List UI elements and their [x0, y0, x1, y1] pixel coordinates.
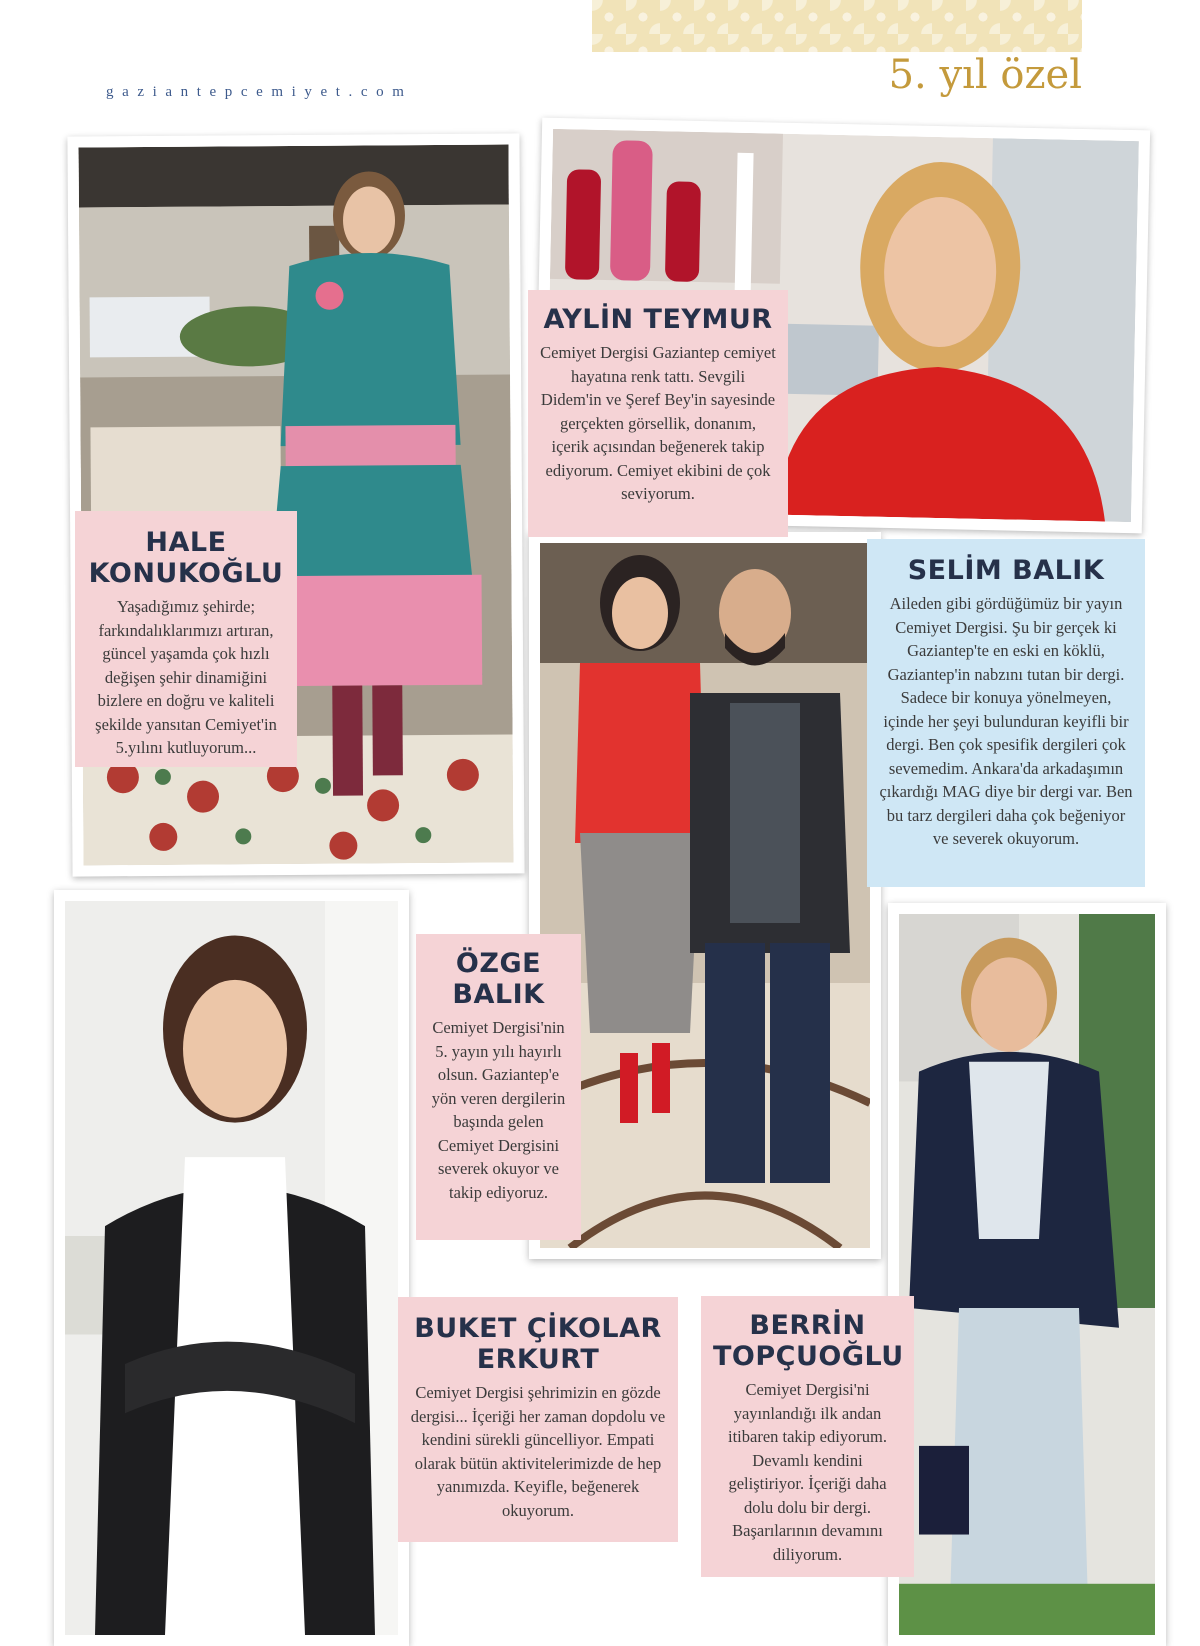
profile-quote: Cemiyet Dergisi'ni yayınlandığı ilk andan itibaren takip ediyorum. Devamlı kendini geliştiriyor. İçeriği daha dolu dolu bir dergi. Başarılarının devamını diliyorum. — [728, 1380, 887, 1564]
card-buket-cikolar-erkurt — [398, 1297, 678, 1542]
profile-quote: Cemiyet Dergisi Gaziantep cemiyet hayatına renk tattı. Sevgili Didem'in ve Şeref Bey'in sayesinde gerçekten görsellik, donanım, içerik açısından beğenerek takip ediyorum. Cemiyet ekibini de çok seviyorum. — [540, 343, 776, 503]
site-url: gaziantepcemiyet.com — [106, 84, 413, 100]
card-ozge-balik — [416, 934, 581, 1240]
card-berrin-topcuoglu — [701, 1296, 914, 1577]
profile-quote: Cemiyet Dergisi şehrimizin en gözde dergisi... İçeriği her zaman dopdolu ve kendini sürekli güncelliyor. Empati olarak bütün aktivitelerimizde de hep yanımızda. Keyifle, beğenerek okuyorum. — [410, 1383, 666, 1520]
profile-name: AYLİN TEYMUR — [543, 304, 773, 335]
profile-name: ÖZGE BALIK — [452, 948, 545, 1010]
profile-quote: Aileden gibi gördüğümüz bir yayın Cemiyet Dergisi. Şu bir gerçek ki Gaziantep'te en eski en köklü, Gaziantep'in nabzını tutan bir dergi. Sadece bir konuya yönelmeyen, içinde her şeyi bulunduran keyifli bir dergi. Ben çok spesifik dergileri çok sevemedim. Ankara'da arkadaşımın çıkardığı MAG diye bir dergi var. Ben bu tarz dergileri daha çok beğeniyor ve severek okuyorum. — [879, 594, 1133, 848]
profile-name: BUKET ÇİKOLAR ERKURT — [414, 1313, 662, 1375]
card-hale-konukoglu — [75, 511, 297, 767]
profile-name: SELİM BALIK — [907, 555, 1105, 586]
profile-name: HALE KONUKOĞLU — [88, 527, 284, 589]
profile-quote: Cemiyet Dergisi'nin 5. yayın yılı hayırlı olsun. Gaziantep'e yön veren dergilerin başında gelen Cemiyet Dergisini severek okuyor ve takip ediyoruz. — [431, 1018, 566, 1202]
photo-buket-cikolar-erkurt — [54, 890, 409, 1646]
issue-title: 5. yıl özel — [888, 52, 1082, 98]
photo-berrin-topcuoglu — [888, 903, 1166, 1646]
photo-ozge-selim-balik — [529, 532, 881, 1259]
decorative-pattern-band — [592, 0, 1082, 52]
profile-quote: Yaşadığımız şehirde; farkındalıklarımızı artıran, güncel yaşamda çok hızlı değişen şehir dinamiğini bizlere en doğru ve kaliteli şekilde yansıtan Cemiyet'in 5.yılını kutluyorum... — [95, 597, 277, 757]
profile-name: BERRİN TOPÇUOĞLU — [713, 1310, 904, 1372]
card-aylin-teymur — [528, 290, 788, 537]
card-selim-balik — [867, 539, 1145, 887]
